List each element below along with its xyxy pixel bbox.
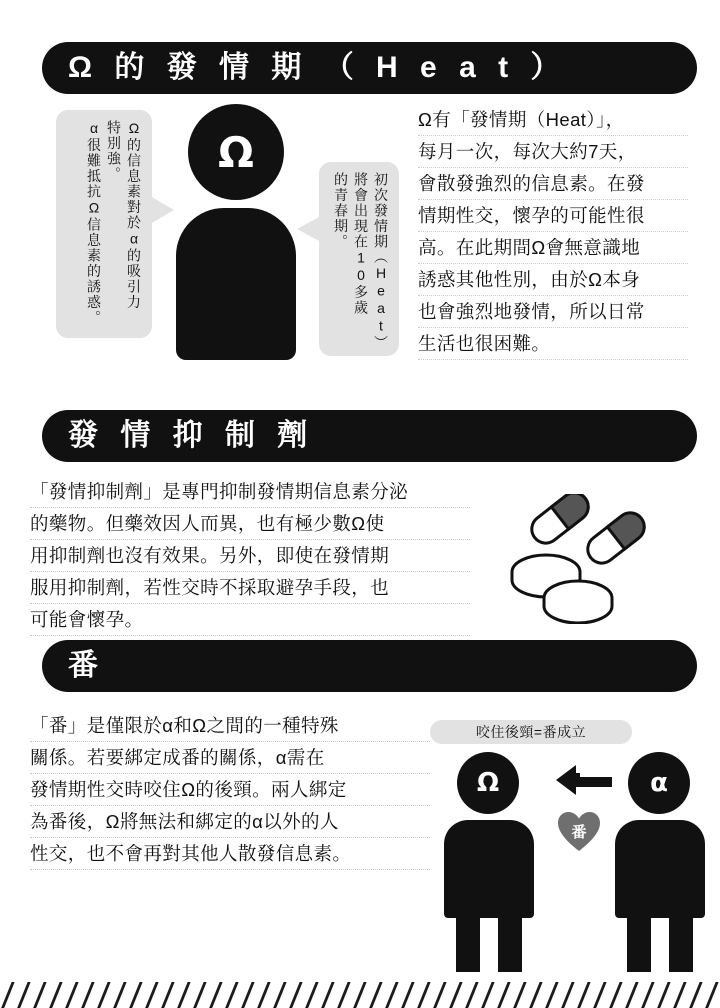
section-title-heat: Ω 的 發 情 期 （ H e a t ） (68, 51, 568, 84)
person-omega (430, 752, 548, 972)
alpha-torso-shape (615, 820, 705, 918)
section-header-suppressant (42, 410, 697, 462)
bubble-tail-left (150, 196, 174, 224)
section-header-heat (42, 42, 697, 94)
text-line: 誘惑其他性別，由於Ω本身 (418, 264, 688, 296)
omega-leg-left (456, 918, 480, 972)
text-line: 情期性交，懷孕的可能性很 (418, 200, 688, 232)
bond-arrow-icon (556, 760, 612, 800)
bubble-line-3: 的青春期。 (333, 172, 349, 250)
text-line: 可能會懷孕。 (30, 604, 470, 636)
bubble-line-2: 將會出現在10多歲 (353, 172, 369, 316)
text-line: 為番後，Ω將無法和綁定的α以外的人 (30, 806, 430, 838)
paragraph-heat (418, 104, 688, 360)
text-line: Ω有「發情期（Heat）」， (418, 104, 688, 136)
heart-label: 番 (571, 823, 587, 841)
section-title-suppressant: 發 情 抑 制 劑 (68, 419, 315, 452)
omega-leg-right (498, 918, 522, 972)
person-alpha (608, 752, 720, 972)
bubble-line-1: 初次發情期（Heat） (373, 172, 389, 351)
text-line: 生活也很困難。 (418, 328, 688, 360)
text-line: 「番」是僅限於α和Ω之間的一種特殊 (30, 710, 430, 742)
text-line: 性交，也不會再對其他人散發信息素。 (30, 838, 430, 870)
omega-body-shape (176, 208, 296, 360)
text-line: 會散發強烈的信息素。在發 (418, 168, 688, 200)
alpha-leg-right (669, 918, 693, 972)
text-line: 關係。若要綁定成番的關係，α需在 (30, 742, 430, 774)
text-line: 服用抑制劑，若性交時不採取避孕手段，也 (30, 572, 470, 604)
bubble-line-3: α很難抵抗Ω信息素的誘惑。 (86, 120, 102, 326)
puberty-onset-bubble (319, 162, 399, 356)
text-line: 也會強烈地發情，所以日常 (418, 296, 688, 328)
omega-figure (176, 104, 296, 360)
pheromone-attraction-bubble (56, 110, 152, 338)
bottom-stripe-decoration (0, 982, 720, 1008)
omega-torso-shape (444, 820, 534, 918)
alpha-head-icon: α (628, 752, 690, 814)
bond-heart-badge (558, 812, 600, 854)
pills-illustration (498, 494, 678, 624)
section-title-bond: 番 (68, 649, 105, 682)
text-line: 的藥物。但藥效因人而異，也有極少數Ω使 (30, 508, 470, 540)
text-line: 高。在此期間Ω會無意識地 (418, 232, 688, 264)
bubble-line-1: Ω的信息素對於α的吸引力 (126, 120, 142, 310)
paragraph-bond (30, 710, 430, 870)
omega-head-icon: Ω (457, 752, 519, 814)
section-header-bond (42, 640, 697, 692)
bubble-tail-right (297, 216, 321, 242)
text-line: 用抑制劑也沒有效果。另外，即使在發情期 (30, 540, 470, 572)
pills-icon (498, 494, 678, 624)
text-line: 發情期性交時咬住Ω的後頸。兩人綁定 (30, 774, 430, 806)
bond-diagram-caption: 咬住後頸=番成立 (430, 720, 632, 744)
omega-head-icon: Ω (188, 104, 284, 200)
paragraph-suppressant (30, 476, 470, 636)
alpha-leg-left (627, 918, 651, 972)
left-double-arrow-icon (556, 763, 612, 797)
bubble-line-2: 特別強。 (106, 120, 122, 182)
text-line: 「發情抑制劑」是專門抑制發情期信息素分泌 (30, 476, 470, 508)
text-line: 每月一次，每次大約7天， (418, 136, 688, 168)
